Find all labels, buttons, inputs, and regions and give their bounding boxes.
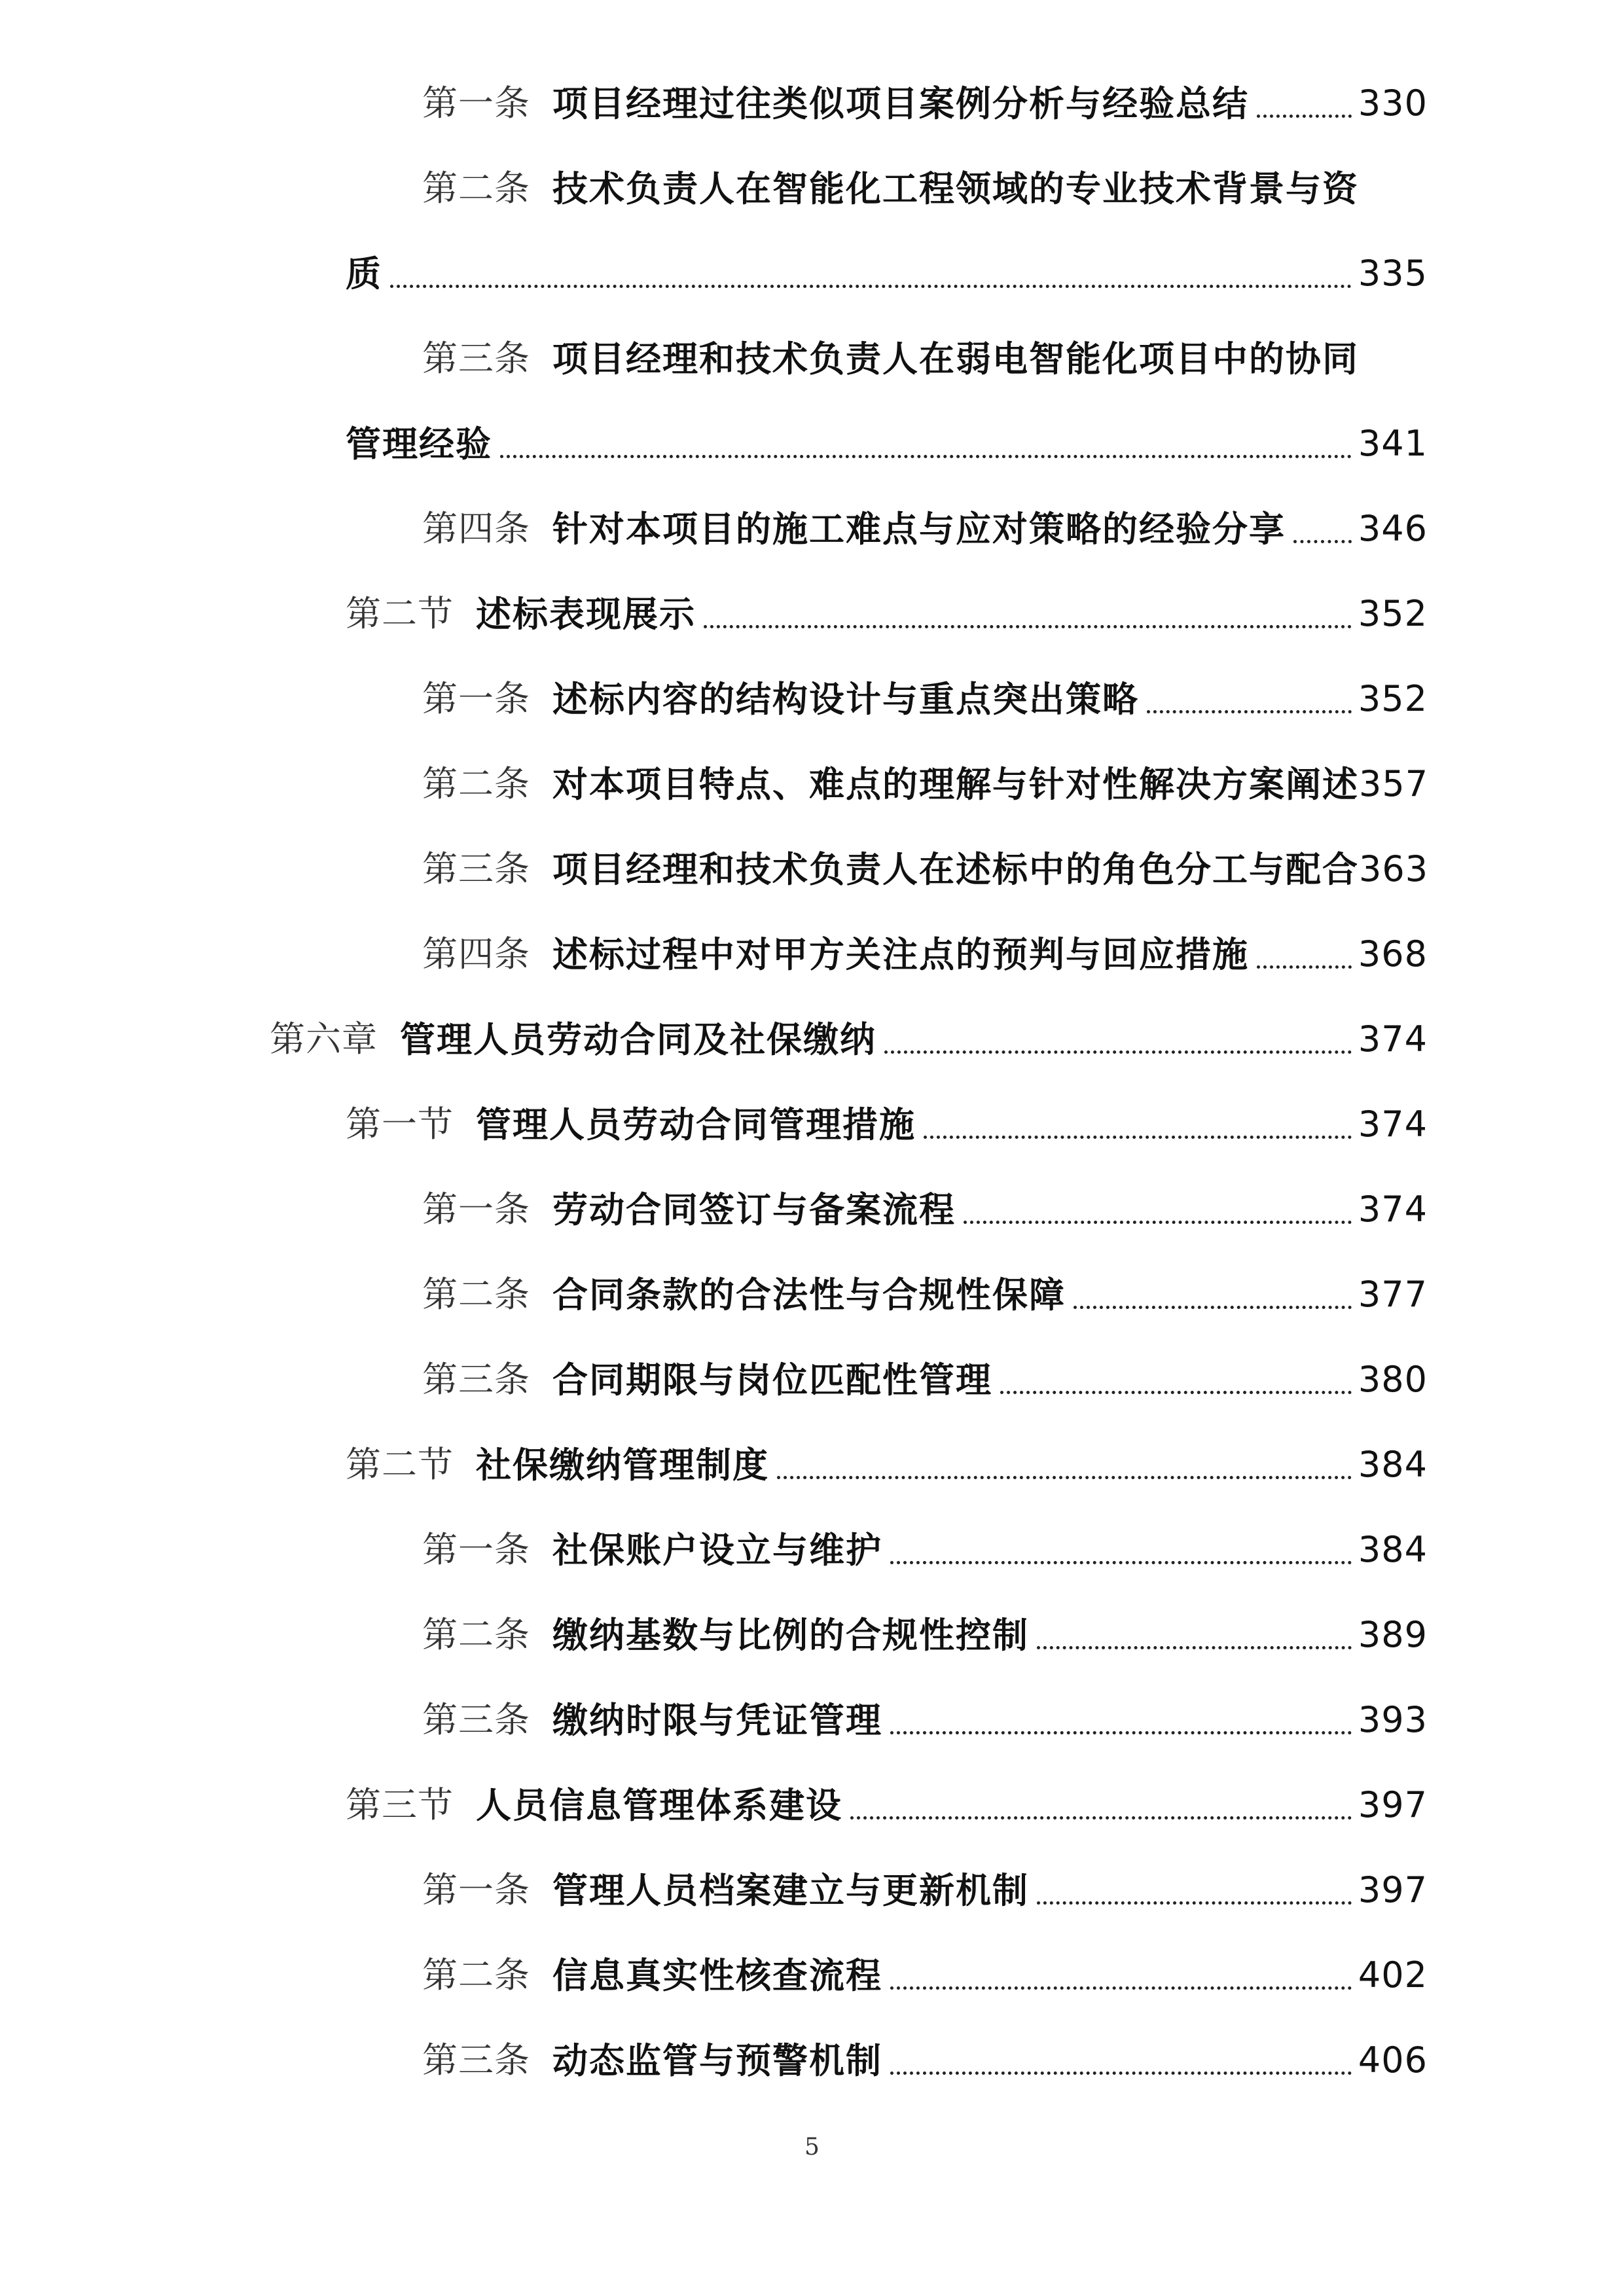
toc-entry-page: 357 [1359, 763, 1429, 804]
dot-leader [884, 1050, 1352, 1054]
toc-entry-title: 管理人员劳动合同及社保缴纳 [400, 1018, 876, 1060]
toc-entry-title: 缴纳时限与凭证管理 [552, 1699, 882, 1741]
toc-entry-section [346, 583, 1428, 645]
toc-entry-article [422, 497, 1428, 560]
toc-entry-article [422, 1689, 1428, 1751]
toc-entry-article [422, 327, 1428, 390]
toc-entry-article [422, 72, 1428, 135]
toc-entry-article [422, 1263, 1428, 1326]
toc-entry-number: 第一节 [346, 1103, 454, 1145]
toc-entry-page: 374 [1358, 1018, 1428, 1060]
toc-entry-number: 第二节 [346, 593, 454, 634]
toc-entry-title: 人员信息管理体系建设 [476, 1784, 842, 1826]
dot-leader [1037, 1901, 1352, 1905]
toc-entry-number: 第三条 [422, 1359, 530, 1400]
dot-leader [390, 285, 1352, 288]
toc-entry-page: 346 [1358, 508, 1428, 549]
toc-entry-article [422, 753, 1457, 816]
toc-entry-page: 363 [1359, 848, 1429, 889]
toc-entry-article [422, 1944, 1428, 2007]
toc-entry-continuation [346, 412, 1428, 475]
toc-entry-number: 第二条 [422, 763, 530, 804]
dot-leader [1257, 115, 1352, 118]
dot-leader [1000, 1391, 1352, 1394]
toc-entry-page: 406 [1358, 2039, 1428, 2081]
toc-entry-article [422, 838, 1460, 901]
toc-entry-number: 第三条 [422, 848, 530, 889]
toc-entry-title: 合同期限与岗位匹配性管理 [552, 1359, 992, 1401]
dot-leader [500, 455, 1352, 458]
toc-entry-page: 352 [1358, 678, 1428, 719]
dot-leader [1257, 965, 1352, 969]
toc-entry-page: 352 [1358, 593, 1428, 634]
toc-entry-number: 第三条 [422, 1699, 530, 1740]
toc-entry-number: 第三条 [422, 2039, 530, 2081]
dot-leader [1074, 1306, 1352, 1309]
toc-entry-number: 第二条 [422, 1954, 530, 1996]
toc-entry-article [422, 1859, 1428, 1922]
dot-leader [777, 1476, 1352, 1479]
toc-entry-title: 项目经理和技术负责人在述标中的角色分工与配合 [552, 848, 1359, 890]
toc-entry-title: 述标过程中对甲方关注点的预判与回应措施 [552, 933, 1249, 975]
toc-entry-title: 缴纳基数与比例的合规性控制 [552, 1614, 1029, 1656]
toc-entry-page: 377 [1358, 1274, 1428, 1315]
dot-leader [924, 1136, 1352, 1139]
toc-entry-number: 第一条 [422, 1529, 530, 1570]
toc-entry-number: 第二条 [422, 1274, 530, 1315]
toc-entry-section [346, 1433, 1428, 1496]
toc-entry-page: 397 [1358, 1784, 1428, 1825]
toc-entry-title: 管理人员档案建立与更新机制 [552, 1869, 1029, 1911]
toc-entry-continuation [346, 242, 1428, 305]
toc-entry-article [422, 2029, 1428, 2092]
toc-entry-article [422, 668, 1428, 730]
toc-entry-page: 374 [1358, 1189, 1428, 1230]
toc-entry-title: 社保缴纳管理制度 [476, 1444, 769, 1486]
dot-leader [890, 2072, 1352, 2075]
dot-leader [890, 1986, 1352, 1990]
dot-leader [850, 1816, 1352, 1820]
toc-entry-title: 项目经理过往类似项目案例分析与经验总结 [552, 82, 1249, 124]
dot-leader [1293, 540, 1352, 543]
dot-leader [704, 625, 1352, 628]
toc-entry-page: 341 [1358, 423, 1428, 464]
toc-entry-number: 第一条 [422, 1869, 530, 1910]
toc-entry-title-continuation: 质 [346, 253, 382, 295]
toc-entry-number: 第四条 [422, 508, 530, 549]
toc-entry-page: 330 [1358, 82, 1428, 124]
toc-entry-title: 合同条款的合法性与合规性保障 [552, 1274, 1066, 1316]
toc-entry-article [422, 157, 1428, 220]
toc-entry-article [422, 1348, 1428, 1411]
toc-entry-page: 374 [1358, 1103, 1428, 1145]
toc-entry-title: 社保账户设立与维护 [552, 1529, 882, 1571]
toc-entry-title: 动态监管与预警机制 [552, 2039, 882, 2081]
page-number-footer: 5 [804, 2134, 820, 2161]
toc-entry-page: 393 [1358, 1699, 1428, 1740]
toc-entry-title: 项目经理和技术负责人在弱电智能化项目中的协同 [552, 338, 1359, 380]
toc-entry-number: 第四条 [422, 933, 530, 975]
toc-entry-title: 针对本项目的施工难点与应对策略的经验分享 [552, 508, 1286, 550]
toc-entry-article [422, 923, 1428, 986]
toc-entry-title: 信息真实性核查流程 [552, 1954, 882, 1996]
toc-entry-chapter [270, 1008, 1428, 1071]
toc-entry-page: 368 [1358, 933, 1428, 975]
toc-entry-title: 管理人员劳动合同管理措施 [476, 1103, 916, 1145]
toc-entry-page: 397 [1358, 1869, 1428, 1910]
toc-entry-title-continuation: 管理经验 [346, 423, 492, 465]
toc-entry-article [422, 1518, 1428, 1581]
dot-leader [1147, 710, 1352, 713]
toc-entry-title: 对本项目特点、难点的理解与针对性解决方案阐述 [552, 763, 1359, 805]
toc-entry-number: 第一条 [422, 82, 530, 124]
toc-entry-page: 335 [1358, 253, 1428, 294]
toc-entry-article [422, 1178, 1428, 1241]
dot-leader [890, 1731, 1352, 1734]
toc-entry-title: 述标表现展示 [476, 593, 696, 635]
toc-entry-page: 384 [1358, 1444, 1428, 1485]
toc-entry-section [346, 1774, 1428, 1837]
dot-leader [890, 1561, 1352, 1564]
toc-entry-page: 402 [1358, 1954, 1428, 1996]
toc-entry-number: 第六章 [270, 1018, 378, 1060]
dot-leader [1037, 1646, 1352, 1649]
toc-entry-title: 劳动合同签订与备案流程 [552, 1189, 956, 1230]
toc-entry-page: 389 [1358, 1614, 1428, 1655]
toc-entry-number: 第一条 [422, 678, 530, 719]
toc-entry-article [422, 1604, 1428, 1666]
toc-entry-number: 第二节 [346, 1444, 454, 1485]
toc-entry-number: 第二条 [422, 1614, 530, 1655]
toc-entry-page: 380 [1358, 1359, 1428, 1400]
toc-entry-number: 第三节 [346, 1784, 454, 1825]
toc-entry-number: 第三条 [422, 338, 530, 379]
toc-entry-number: 第二条 [422, 168, 530, 209]
toc-entry-title: 述标内容的结构设计与重点突出策略 [552, 678, 1139, 720]
dot-leader [964, 1221, 1352, 1224]
toc-entry-page: 384 [1358, 1529, 1428, 1570]
toc-entry-section [346, 1093, 1428, 1156]
toc-entry-number: 第一条 [422, 1189, 530, 1230]
toc-entry-title: 技术负责人在智能化工程领域的专业技术背景与资 [552, 168, 1359, 209]
